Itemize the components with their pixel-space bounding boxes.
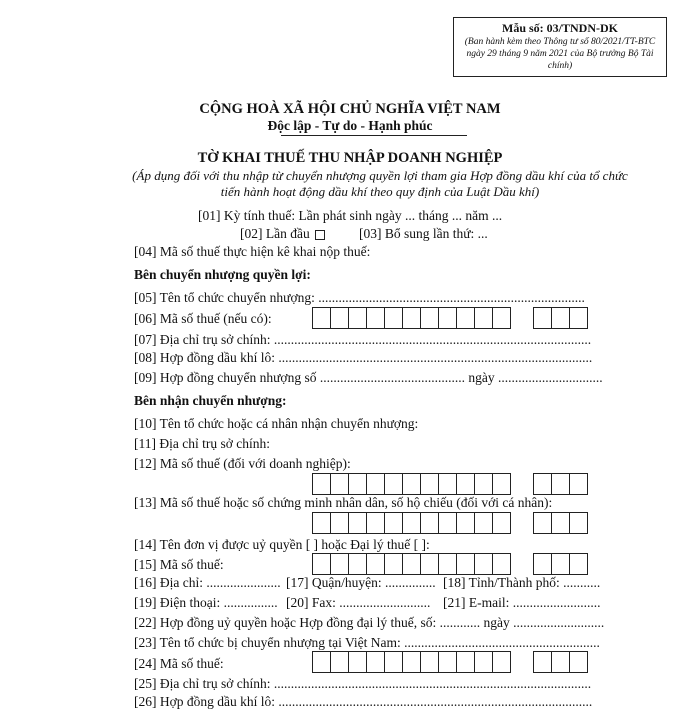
form-code: Mẫu số: 03/TNDN-DK <box>502 21 618 35</box>
tax-code-suffix-boxes-13[interactable] <box>533 512 587 534</box>
tax-code-suffix-boxes-24[interactable] <box>533 651 587 673</box>
field-06: [06] Mã số thuế (nếu có): <box>134 311 272 326</box>
field-15: [15] Mã số thuế: <box>134 557 224 572</box>
form-number-box <box>453 17 667 77</box>
form-note: (Ban hành kèm theo Thông tư số 80/2021/TT-BTC ngày 29 tháng 9 năm 2021 của Bộ trưởng Bộ Tài chính) <box>464 37 656 71</box>
tax-code-suffix-boxes-15[interactable] <box>533 553 587 575</box>
form-subtitle: (Áp dụng đối với thu nhập từ chuyển nhượng quyền lợi tham gia Hợp đồng dầu khí của tổ chức tiến hành hoạt động dầu khí theo quy định của Luật Dầu khí) <box>132 168 628 199</box>
first-time-checkbox[interactable] <box>315 230 325 240</box>
field-10: [10] Tên tổ chức hoặc cá nhân nhận chuyển nhượng: <box>134 416 419 431</box>
section-transferor: Bên chuyển nhượng quyền lợi: <box>134 267 311 282</box>
field-07: [07] Địa chỉ trụ sở chính: .............................................................................................. <box>134 332 592 347</box>
field-12: [12] Mã số thuế (đối với doanh nghiệp): <box>134 456 351 471</box>
field-20: [20] Fax: ........................... <box>286 595 431 610</box>
field-01: [01] Kỳ tính thuế: Lần phát sinh ngày ... tháng ... năm ... <box>198 208 503 223</box>
field-14: [14] Tên đơn vị được uỷ quyền [ ] hoặc Đại lý thuế [ ]: <box>134 537 430 552</box>
field-21: [21] E-mail: .......................... <box>443 595 601 610</box>
tax-code-suffix-boxes-06[interactable] <box>533 307 587 329</box>
tax-code-boxes-12[interactable] <box>312 473 510 495</box>
tax-code-boxes-24[interactable] <box>312 651 510 673</box>
form-title: TỜ KHAI THUẾ THU NHẬP DOANH NGHIỆP <box>197 150 503 166</box>
tax-code-boxes-13[interactable] <box>312 512 510 534</box>
tax-code-boxes-06[interactable] <box>312 307 510 329</box>
field-02: [02] Lần đầu <box>240 226 310 241</box>
field-04: [04] Mã số thuế thực hiện kê khai nộp thuế: <box>134 244 371 259</box>
field-03: [03] Bổ sung lần thứ: ... <box>359 226 488 241</box>
field-26: [26] Hợp đồng dầu khí lô: ............................................................................................. <box>134 694 593 709</box>
field-11: [11] Địa chỉ trụ sở chính: <box>134 436 270 451</box>
field-09: [09] Hợp đồng chuyển nhượng số ........................................... ngày ............................... <box>134 370 603 385</box>
field-23: [23] Tên tổ chức bị chuyển nhượng tại Việt Nam: .......................................................... <box>134 635 600 650</box>
field-19: [19] Điện thoại: ................ <box>134 595 278 610</box>
field-05: [05] Tên tổ chức chuyển nhượng: ............................................................................... <box>134 290 585 305</box>
field-16: [16] Địa chỉ: ...................... <box>134 575 281 590</box>
section-transferee: Bên nhận chuyển nhượng: <box>134 393 287 408</box>
field-18: [18] Tỉnh/Thành phố: ........... <box>443 575 601 590</box>
motto: Độc lập - Tự do - Hạnh phúc <box>267 118 433 133</box>
field-02-row <box>240 226 325 242</box>
field-13: [13] Mã số thuế hoặc số chứng minh nhân dân, số hộ chiếu (đối với cá nhân): <box>134 495 553 510</box>
field-25: [25] Địa chỉ trụ sở chính: .............................................................................................. <box>134 676 592 691</box>
tax-code-suffix-boxes-12[interactable] <box>533 473 587 495</box>
field-22: [22] Hợp đồng uỷ quyền hoặc Hợp đồng đại lý thuế, số: ............ ngày ........................... <box>134 615 605 630</box>
field-08: [08] Hợp đồng dầu khí lô: ............................................................................................. <box>134 350 593 365</box>
field-24: [24] Mã số thuế: <box>134 656 224 671</box>
motto-underline <box>281 135 467 136</box>
tax-code-boxes-15[interactable] <box>312 553 510 575</box>
field-17: [17] Quận/huyện: ............... <box>286 575 436 590</box>
nation-title: CỘNG HOÀ XÃ HỘI CHỦ NGHĨA VIỆT NAM <box>199 101 501 117</box>
